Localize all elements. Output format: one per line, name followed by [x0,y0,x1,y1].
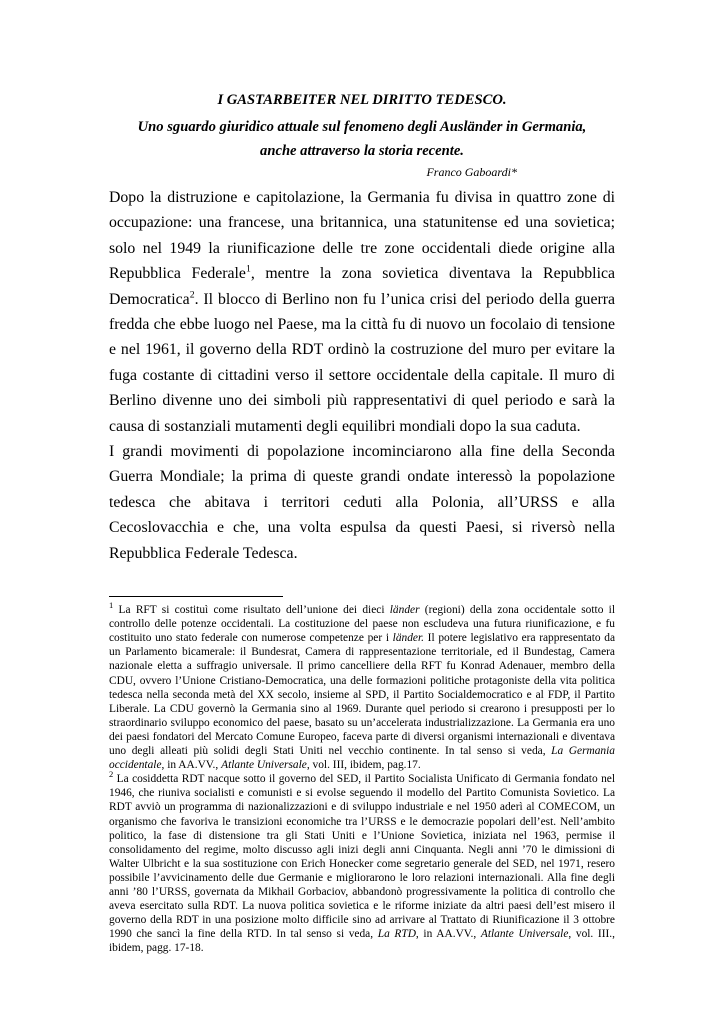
document-title: I GASTARBEITER NEL DIRITTO TEDESCO. [217,92,507,108]
footnote-ref-2[interactable]: 2 [189,289,195,301]
paragraph-1-text-b: , mentre la zona sovietica diventava la Repubblica Democratica [109,265,615,308]
footnote-1-text-b: (regioni) della zona occidentale sotto il controllo delle potenze occidentali. La costituzione del paese non escludeva una futura riunificazione, e fu costituito uno stato federale con numerose competenze per i [109,604,615,645]
footnote-1-italic-2: länder. [392,632,424,645]
footnote-separator [109,596,283,597]
footnote-1-text-e: , vol. III, ibidem, pag.17. [306,759,421,772]
footnote-1-text-a: La RFT si costituì come risultato dell’unione dei dieci [113,604,390,617]
author-name: Franco Gaboardi* [426,165,517,179]
footnote-1-italic-4: Atlante Universale [221,759,307,772]
footnote-ref-1[interactable]: 1 [245,263,251,275]
footnote-1-italic-3: La Germania occidentale [109,745,615,772]
footnote-1-italic-1: länder [389,604,420,617]
footnote-1 [109,600,615,772]
footnote-2-text-a: La cosiddetta RDT nacque sotto il governo del SED, il Partito Socialista Unificato di Germania fondato nel 1946, che riuniva socialisti e comunisti e si evolse seguendo il modello del Partito Comunista Sovietico. La RDT avviò un programma di nazionalizzazioni e di sviluppo industriale e nel 1950 aderì al COMECOM, un organismo che favoriva le transizioni economiche tra l’URSS e le democrazie popolari dell’est. Nell’ambito politico, la fase di distensione tra gli Stati Uniti e l’Unione Sovietica, iniziata nel 1963, permise il consolidamento del regime, molto discusso agli inizi degli anni Cinquanta. Negli anni ’70 le dimissioni di Walter Ulbricht e la sua sostituzione con Erich Honecker come segretario generale del SED, nel 1971, resero possibile l’avvicinamento delle due Germanie e migliorarono le loro relazioni internazionali. Alla fine degli anni ’80 l’URSS, governata da Mikhail Gorbaciov, abbandonò progressivamente la politica di controllo che aveva esercitato sulla RDT. La nuova politica sovietica e le riforme iniziate da altri paesi dell’est misero il governo della RDT in una posizione molto difficile sino ad arrivare al Trattato di Riunificazione il 3 ottobre 1990 che sancì la fine della RTD. In tal senso si veda, [109,773,615,941]
document-page [109,88,615,955]
footnote-1-number: 1 [109,600,114,611]
footnote-2 [109,769,615,955]
footnote-2-text-c: , vol. III., ibidem, pagg. 17-18. [109,928,615,955]
document-subtitle-line-2: anche attraverso la storia recente. [260,143,464,159]
footnote-2-italic-2: Atlante Universale [480,928,569,941]
body-paragraph-2: I grandi movimenti di popolazione incominciarono alla fine della Seconda Guerra Mondiale; la prima di queste grandi ondate interessò la popolazione tedesca che abitava i territori ceduti alla Polonia, all’URSS e alla Cecoslovacchia e che, una volta espulsa da questi Paesi, si riversò nella Repubblica Federale Tedesca. [109,443,615,562]
paragraph-1-text-c: . Il blocco di Berlino non fu l’unica crisi del periodo della guerra fredda che ebbe luogo nel Paese, ma la città fu di nuovo un focolaio di tensione e nel 1961, il governo della RDT ordinò la costruzione del muro per evitare la fuga costante di cittadini verso il settore occidentale della capitale. Il muro di Berlino divenne uno dei simboli più rappresentativi di quel periodo e sarà la causa di sostanziali mutamenti degli equilibri mondiali dopo la sua caduta. [109,290,615,435]
footnote-1-text-c: Il potere legislativo era rappresentato da un Parlamento bicamerale: il Bundesrat, Camera di rappresentazione territoriale, ed il Bundestag, Camera nazionale eletta a suffragio universale. Il primo cancelliere della RFT fu Konrad Adenauer, membro della CDU, ovvero l’Unione Cristiano-Democratica, una delle formazioni politiche protagoniste della vita politica tedesca nella seconda metà del XX secolo, insieme al SPD, il Partito Socialdemocratico e al FDP, il Partito Liberale. La CDU governò la Germania sino al 1969. Durante quel periodo si crearono i presupposti per lo straordinario sviluppo economico del paese, basato su un’accelerata industrializzazione. La Germania era uno dei paesi fondatori del Mercato Comune Europeo, faceva parte di diversi organismi internazionali e diventava uno degli alleati più solidi degli Stati Uniti nel vecchio continente. In tal senso si veda, [109,632,615,758]
paragraph-1-text-a: Dopo la distruzione e capitolazione, la Germania fu divisa in quattro zone di occupazione: una francese, una britannica, una statunitense ed una sovietica; solo nel 1949 la riunificazione delle tre zone occidentali diede origine alla Repubblica Federale [109,189,615,283]
body-paragraph-1 [109,185,615,439]
footnote-2-italic-1: La RTD [377,928,416,941]
footnote-2-number: 2 [109,769,114,780]
document-subtitle-line-1: Uno sguardo giuridico attuale sul fenomeno degli Ausländer in Germania, [137,119,587,135]
footnote-2-text-b: , in AA.VV., [415,928,481,941]
footnote-1-text-d: , in AA.VV., [161,759,222,772]
